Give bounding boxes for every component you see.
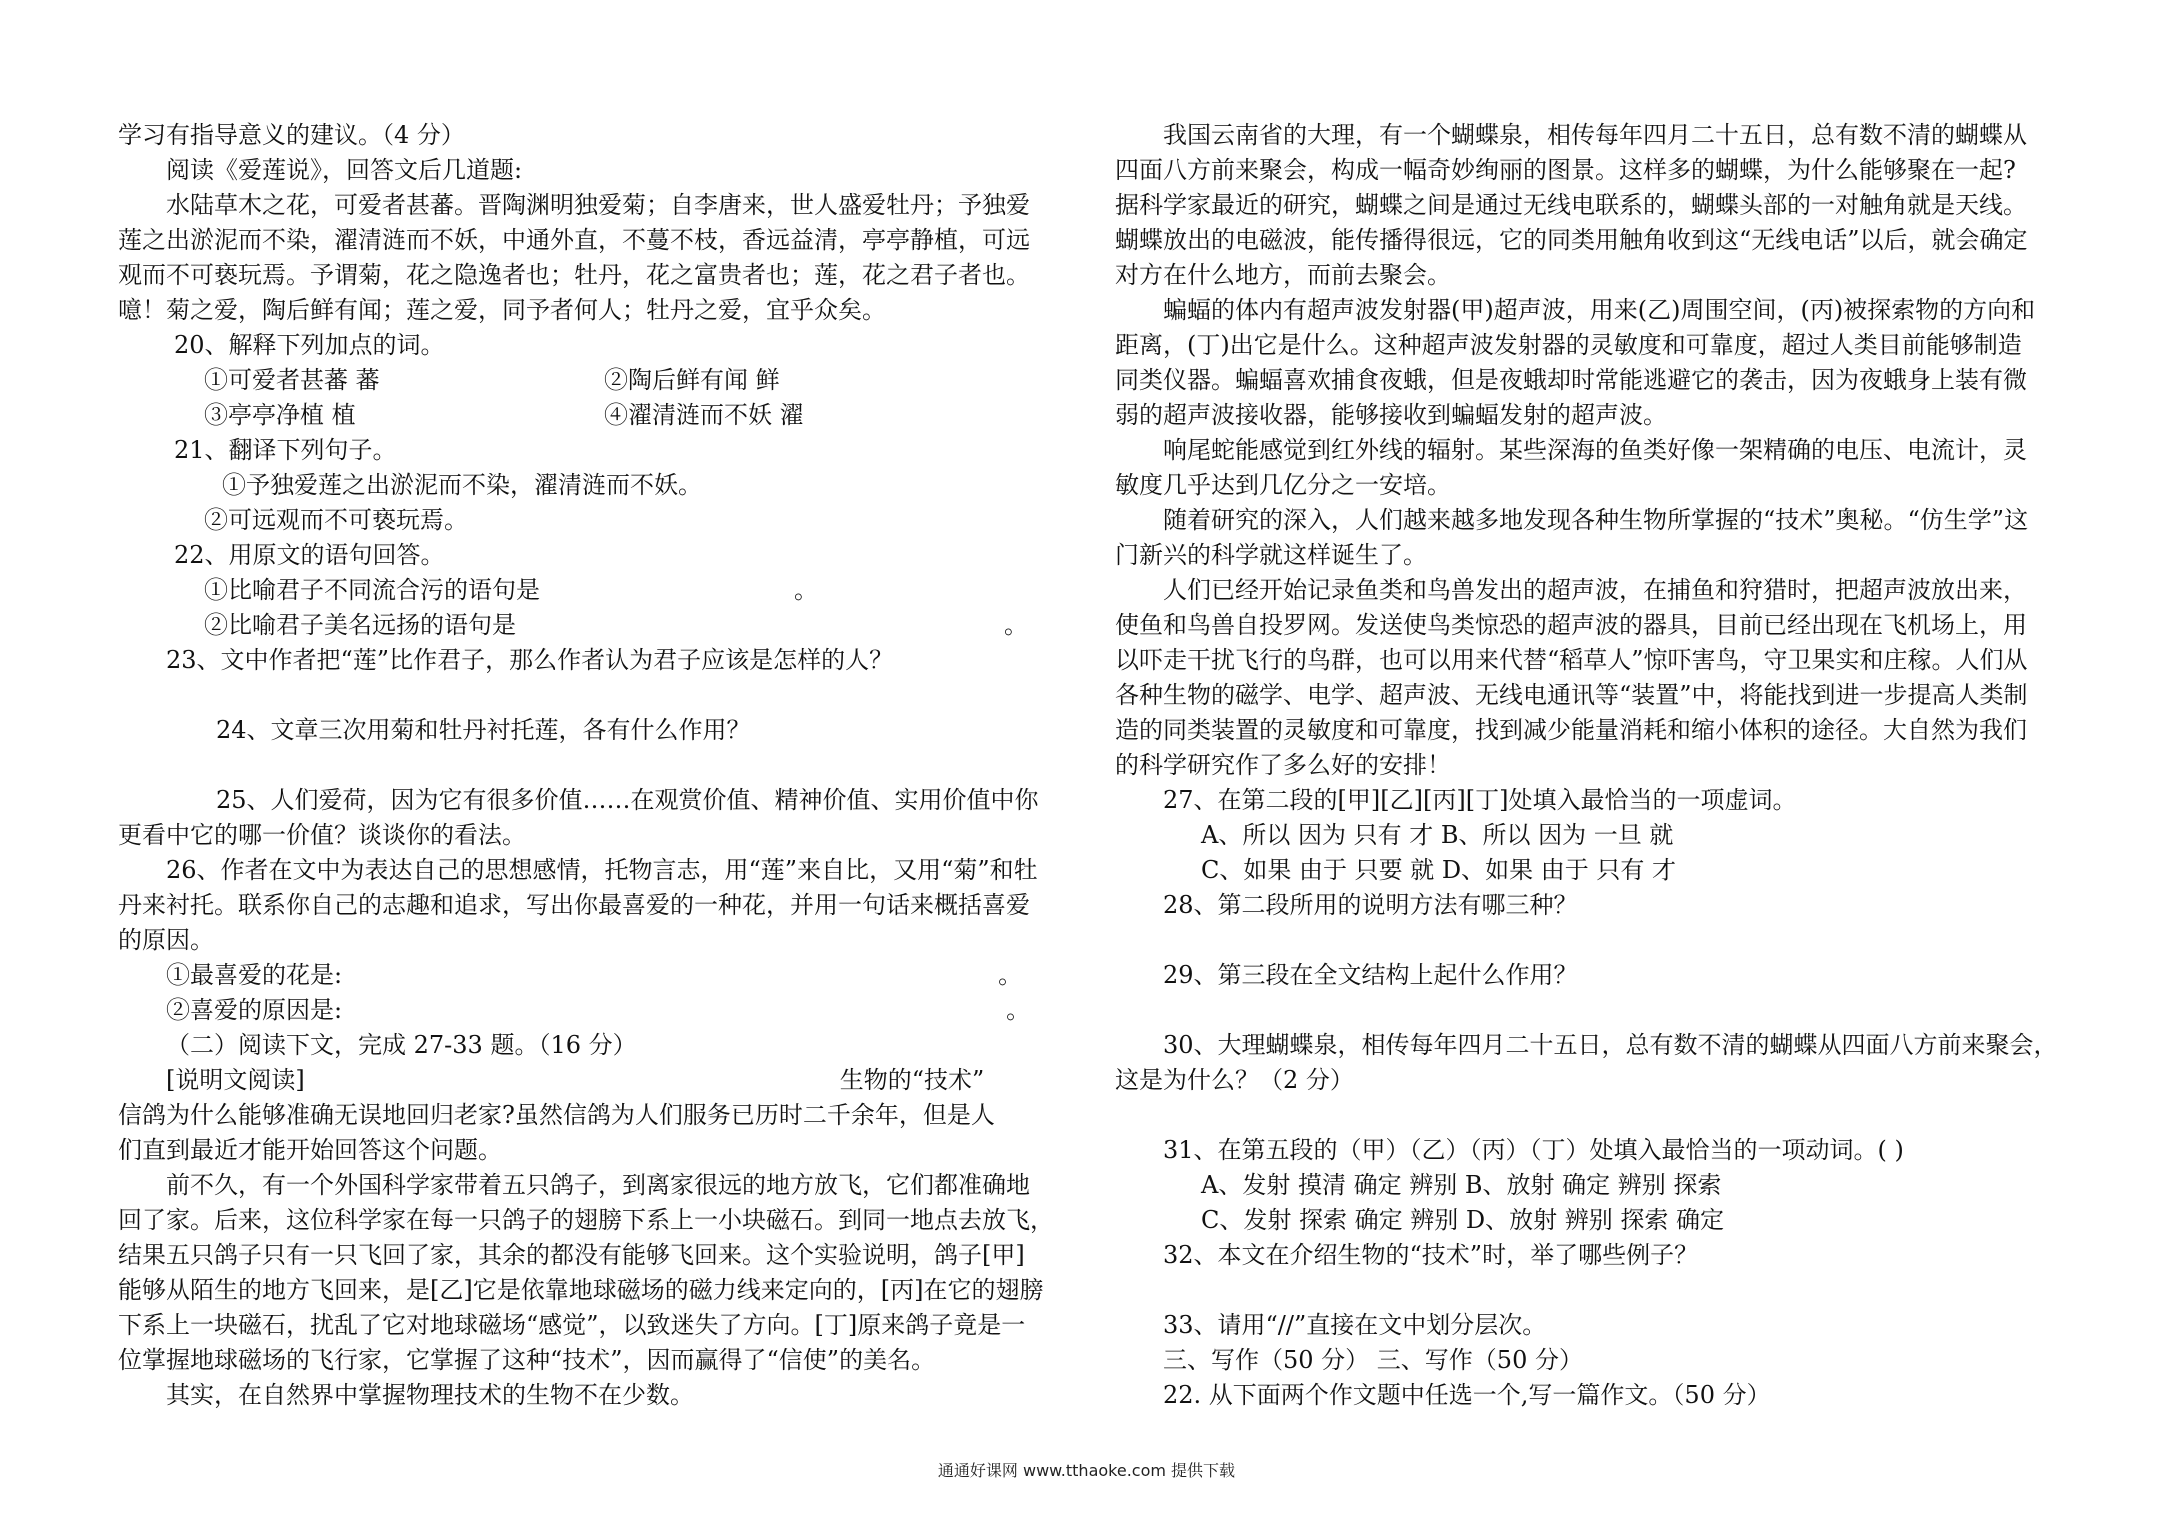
question-32: 32、本文在介绍生物的“技术”时，举了哪些例子？ <box>1163 1241 1699 1269</box>
q21-item: ②可远观而不可亵玩焉。 <box>204 506 468 534</box>
question-25-cont: 更看中它的哪一价值？谈谈你的看法。 <box>118 821 526 849</box>
reading-prompt: 阅读《爱莲说》，回答文后几道题: <box>166 156 523 184</box>
question-22-writing: 22. 从下面两个作文题中任选一个,写一篇作文。（50 分） <box>1163 1381 1771 1409</box>
q31-options: C、发射 探索 确定 辨别 D、放射 辨别 探索 确定 <box>1201 1206 1725 1234</box>
passage-line: 敏度几乎达到几亿分之一安培。 <box>1115 471 1451 499</box>
passage-line: 据科学家最近的研究，蝴蝶之间是通过无线电联系的，蝴蝶头部的一对触角就是天线。 <box>1115 191 2027 219</box>
passage-line: 同类仪器。蝙蝠喜欢捕食夜蛾，但是夜蛾却时常能逃避它的袭击，因为夜蛾身上装有微 <box>1115 366 2027 394</box>
passage-line: 随着研究的深入，人们越来越多地发现各种生物所掌握的“技术”奥秘。“仿生学”这 <box>1163 506 2029 534</box>
q27-options: C、如果 由于 只要 就 D、如果 由于 只有 才 <box>1201 856 1677 884</box>
passage-line: 结果五只鸽子只有一只飞回了家，其余的都没有能够飞回来。这个实验说明，鸽子[甲] <box>118 1241 1025 1269</box>
passage-line: 各种生物的磁学、电学、超声波、无线电通讯等“装置”中，将能找到进一步提高人类制 <box>1115 681 2028 709</box>
question-21: 21、翻译下列句子。 <box>174 436 397 464</box>
question-31: 31、在第五段的（甲）（乙）（丙）（丁）处填入最恰当的一项动词。( ) <box>1163 1136 1904 1164</box>
question-30: 30、大理蝴蝶泉，相传每年四月二十五日，总有数不清的蝴蝶从四面八方前来聚会， <box>1163 1031 2058 1059</box>
q26-item-end: 。 <box>998 961 1023 989</box>
q20-item-c: ③亭亭净植 植 <box>204 401 356 429</box>
passage-line: 蝙蝠的体内有超声波发射器(甲)超声波，用来(乙)周围空间，(丙)被探索物的方向和 <box>1163 296 2036 324</box>
question-24: 24、文章三次用菊和牡丹衬托莲，各有什么作用？ <box>216 716 751 744</box>
section-two-heading: （二）阅读下文，完成 27-33 题。（16 分） <box>166 1031 637 1059</box>
passage-line: 其实，在自然界中掌握物理技术的生物不在少数。 <box>166 1381 694 1409</box>
q26-item-text: ②喜爱的原因是: <box>166 996 343 1024</box>
passage-line: 蝴蝶放出的电磁波，能传播得很远，它的同类用触角收到这“无线电话”以后，就会确定 <box>1115 226 2028 254</box>
question-30-cont: 这是为什么？（2 分） <box>1115 1066 1354 1094</box>
passage-line: 能够从陌生的地方飞回来，是[乙]它是依靠地球磁场的磁力线来定向的，[丙]在它的翅膀 <box>118 1276 1044 1304</box>
genre-tag: [说明文阅读] <box>166 1066 305 1094</box>
passage-line: 门新兴的科学就这样诞生了。 <box>1115 541 1427 569</box>
passage-line: 们直到最近才能开始回答这个问题。 <box>118 1136 502 1164</box>
passage-line: 观而不可亵玩焉。予谓菊，花之隐逸者也；牡丹，花之富贵者也；莲，花之君子者也。 <box>118 261 1030 289</box>
passage-line: 距离，(丁)出它是什么。这种超声波发射器的灵敏度和可靠度，超过人类目前能够制造 <box>1115 331 2022 359</box>
question-26: 26、作者在文中为表达自己的思想感情，托物言志，用“莲”来自比，又用“菊”和牡 <box>166 856 1038 884</box>
q20-item-d: ④濯清涟而不妖 濯 <box>604 401 804 429</box>
question-26-cont: 的原因。 <box>118 926 214 954</box>
q22-item-end: 。 <box>794 576 818 604</box>
q22-item <box>118 573 1078 608</box>
article-title: 生物的“技术” <box>839 1066 985 1094</box>
passage-line: 四面八方前来聚会，构成一幅奇妙绚丽的图景。这样多的蝴蝶，为什么能够聚在一起? <box>1115 156 2016 184</box>
question-20-items <box>118 398 1078 433</box>
q26-item <box>118 958 1078 993</box>
section-two-subheading <box>118 1063 1078 1098</box>
section-three-heading: 三、写作（50 分） 三、写作（50 分） <box>1163 1346 1583 1374</box>
q22-item-end: 。 <box>1004 611 1028 639</box>
right-column <box>1115 118 2081 1413</box>
left-column <box>118 118 1078 1413</box>
passage-line: 噫！菊之爱，陶后鲜有闻；莲之爱，同予者何人；牡丹之爱，宜乎众矣。 <box>118 296 886 324</box>
passage-line: 信鸽为什么能够准确无误地回归老家?虽然信鸽为人们服务已历时二千余年，但是人 <box>118 1101 995 1129</box>
passage-line: 下系上一块磁石，扰乱了它对地球磁场“感觉”，以致迷失了方向。[丁]原来鸽子竟是一 <box>118 1311 1026 1339</box>
passage-line: 人们已经开始记录鱼类和鸟兽发出的超声波，在捕鱼和狩猎时，把超声波放出来， <box>1163 576 2027 604</box>
question-26-cont: 丹来衬托。联系你自己的志趣和追求，写出你最喜爱的一种花，并用一句话来概括喜爱 <box>118 891 1030 919</box>
passage-line: 使鱼和鸟兽自投罗网。发送使鸟类惊恐的超声波的器具，目前已经出现在飞机场上，用 <box>1115 611 2027 639</box>
text-line: 学习有指导意义的建议。（4 分） <box>118 121 465 149</box>
passage-line: 造的同类装置的灵敏度和可靠度，找到减少能量消耗和缩小体积的途径。大自然为我们 <box>1115 716 2027 744</box>
passage-line: 前不久，有一个外国科学家带着五只鸽子，到离家很远的地方放飞，它们都准确地 <box>166 1171 1030 1199</box>
q26-item-text: ①最喜爱的花是: <box>166 961 343 989</box>
question-28: 28、第二段所用的说明方法有哪三种？ <box>1163 891 1578 919</box>
q20-item-a: ①可爱者甚蕃 蕃 <box>204 366 380 394</box>
question-22: 22、用原文的语句回答。 <box>174 541 445 569</box>
q26-item <box>118 993 1078 1028</box>
passage-line: 的科学研究作了多么好的安排！ <box>1115 751 1451 779</box>
passage-line: 位掌握地球磁场的飞行家，它掌握了这种“技术”，因而赢得了“信使”的美名。 <box>118 1346 936 1374</box>
q22-item-text: ②比喻君子美名远扬的语句是 <box>204 611 516 639</box>
q22-item-text: ①比喻君子不同流合污的语句是 <box>204 576 540 604</box>
q31-options: A、发射 摸清 确定 辨别 B、放射 确定 辨别 探索 <box>1201 1171 1722 1199</box>
passage-line: 我国云南省的大理，有一个蝴蝶泉，相传每年四月二十五日，总有数不清的蝴蝶从 <box>1163 121 2027 149</box>
passage-line: 水陆草木之花，可爱者甚蕃。晋陶渊明独爱菊；自李唐来，世人盛爱牡丹；予独爱 <box>166 191 1030 219</box>
q21-item: ①予独爱莲之出淤泥而不染，濯清涟而不妖。 <box>222 471 702 499</box>
passage-line: 弱的超声波接收器，能够接收到蝙蝠发射的超声波。 <box>1115 401 1667 429</box>
passage-line: 对方在什么地方，而前去聚会。 <box>1115 261 1451 289</box>
q20-item-b: ②陶后鲜有闻 鲜 <box>604 366 780 394</box>
question-25: 25、人们爱荷，因为它有很多价值……在观赏价值、精神价值、实用价值中你 <box>216 786 1039 814</box>
passage-line: 响尾蛇能感觉到红外线的辐射。某些深海的鱼类好像一架精确的电压、电流计，灵 <box>1163 436 2027 464</box>
question-20-items <box>118 363 1078 398</box>
q27-options: A、所以 因为 只有 才 B、所以 因为 一旦 就 <box>1201 821 1674 849</box>
footer-credit: 通通好课网 www.tthaoke.com 提供下载 <box>937 1461 1236 1480</box>
passage-line: 以吓走干扰飞行的鸟群，也可以用来代替“稻草人”惊吓害鸟，守卫果实和庄稼。人们从 <box>1115 646 2028 674</box>
passage-line: 回了家。后来，这位科学家在每一只鸽子的翅膀下系上一小块磁石。到同一地点去放飞， <box>118 1206 1054 1234</box>
q22-item <box>118 608 1078 643</box>
q26-item-end: 。 <box>1006 996 1031 1024</box>
question-23: 23、文中作者把“莲”比作君子，那么作者认为君子应该是怎样的人？ <box>166 646 894 674</box>
question-33: 33、请用“//”直接在文中划分层次。 <box>1163 1311 1547 1339</box>
question-29: 29、第三段在全文结构上起什么作用？ <box>1163 961 1578 989</box>
question-27: 27、在第二段的[甲][乙][丙][丁]处填入最恰当的一项虚词。 <box>1163 786 1797 814</box>
passage-line: 莲之出淤泥而不染，濯清涟而不妖，中通外直，不蔓不枝，香远益清，亭亭静植，可远 <box>118 226 1030 254</box>
question-20: 20、解释下列加点的词。 <box>174 331 445 359</box>
